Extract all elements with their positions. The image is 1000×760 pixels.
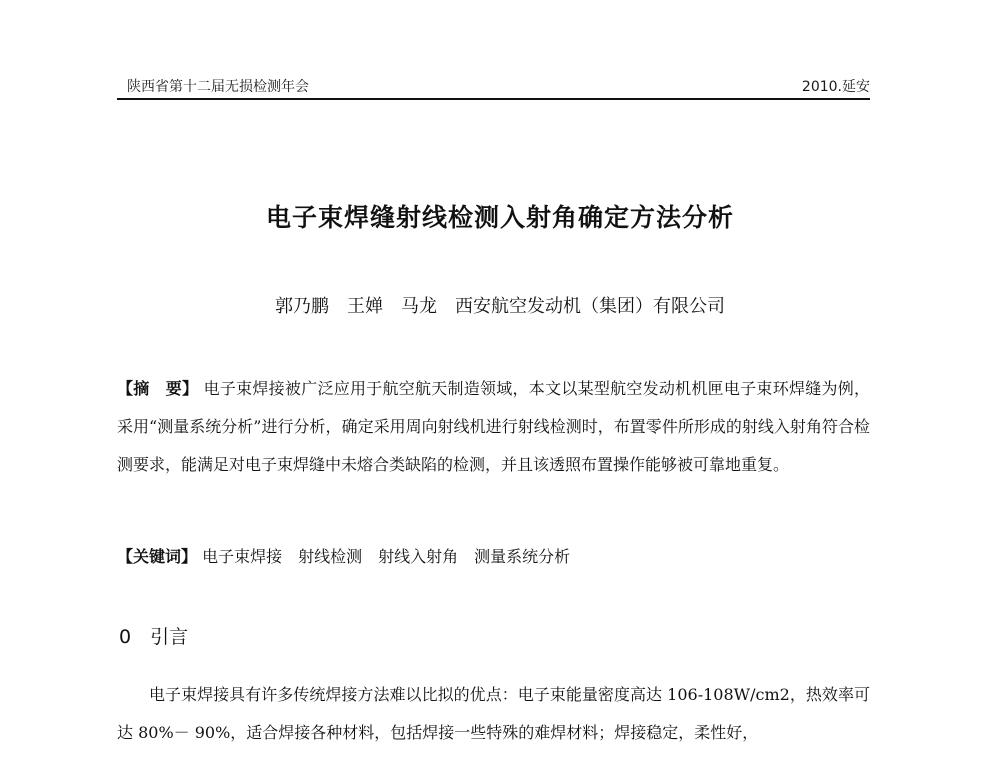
keywords-text: 电子束焊接 射线检测 射线入射角 测量系统分析 bbox=[197, 547, 571, 566]
section-heading-introduction: 0 引言 bbox=[119, 626, 189, 648]
body-paragraph: 电子束焊接具有许多传统焊接方法难以比拟的优点：电子束能量密度高达 106-108W/cm2，热效率可达 80%－ 90%，适合焊接各种材料，包括焊接一些特殊的难焊材料；焊接稳定，柔性好， bbox=[117, 685, 870, 742]
running-header-right: 2010.延安 bbox=[801, 79, 870, 95]
header-divider bbox=[117, 98, 870, 100]
abstract bbox=[117, 370, 870, 484]
abstract-text: 电子束焊接被广泛应用于航空航天制造领域，本文以某型航空发动机机匣电子束环焊缝为例，采用“测量系统分析”进行分析，确定采用周向射线机进行射线检测时，布置零件所形成的射线入射角符合检测要求，能满足对电子束焊缝中未熔合类缺陷的检测，并且该透照布置操作能够被可靠地重复。 bbox=[117, 379, 870, 474]
paper-title: 电子束焊缝射线检测入射角确定方法分析 bbox=[265, 203, 734, 232]
author-line: 郭乃鹏 王婵 马龙 西安航空发动机（集团）有限公司 bbox=[275, 296, 725, 317]
keywords bbox=[117, 538, 870, 576]
running-header-left: 陕西省第十二届无损检测年会 bbox=[127, 79, 309, 95]
keywords-label: 【关键词】 bbox=[117, 547, 198, 566]
abstract-label: 【摘 要】 bbox=[117, 379, 199, 398]
